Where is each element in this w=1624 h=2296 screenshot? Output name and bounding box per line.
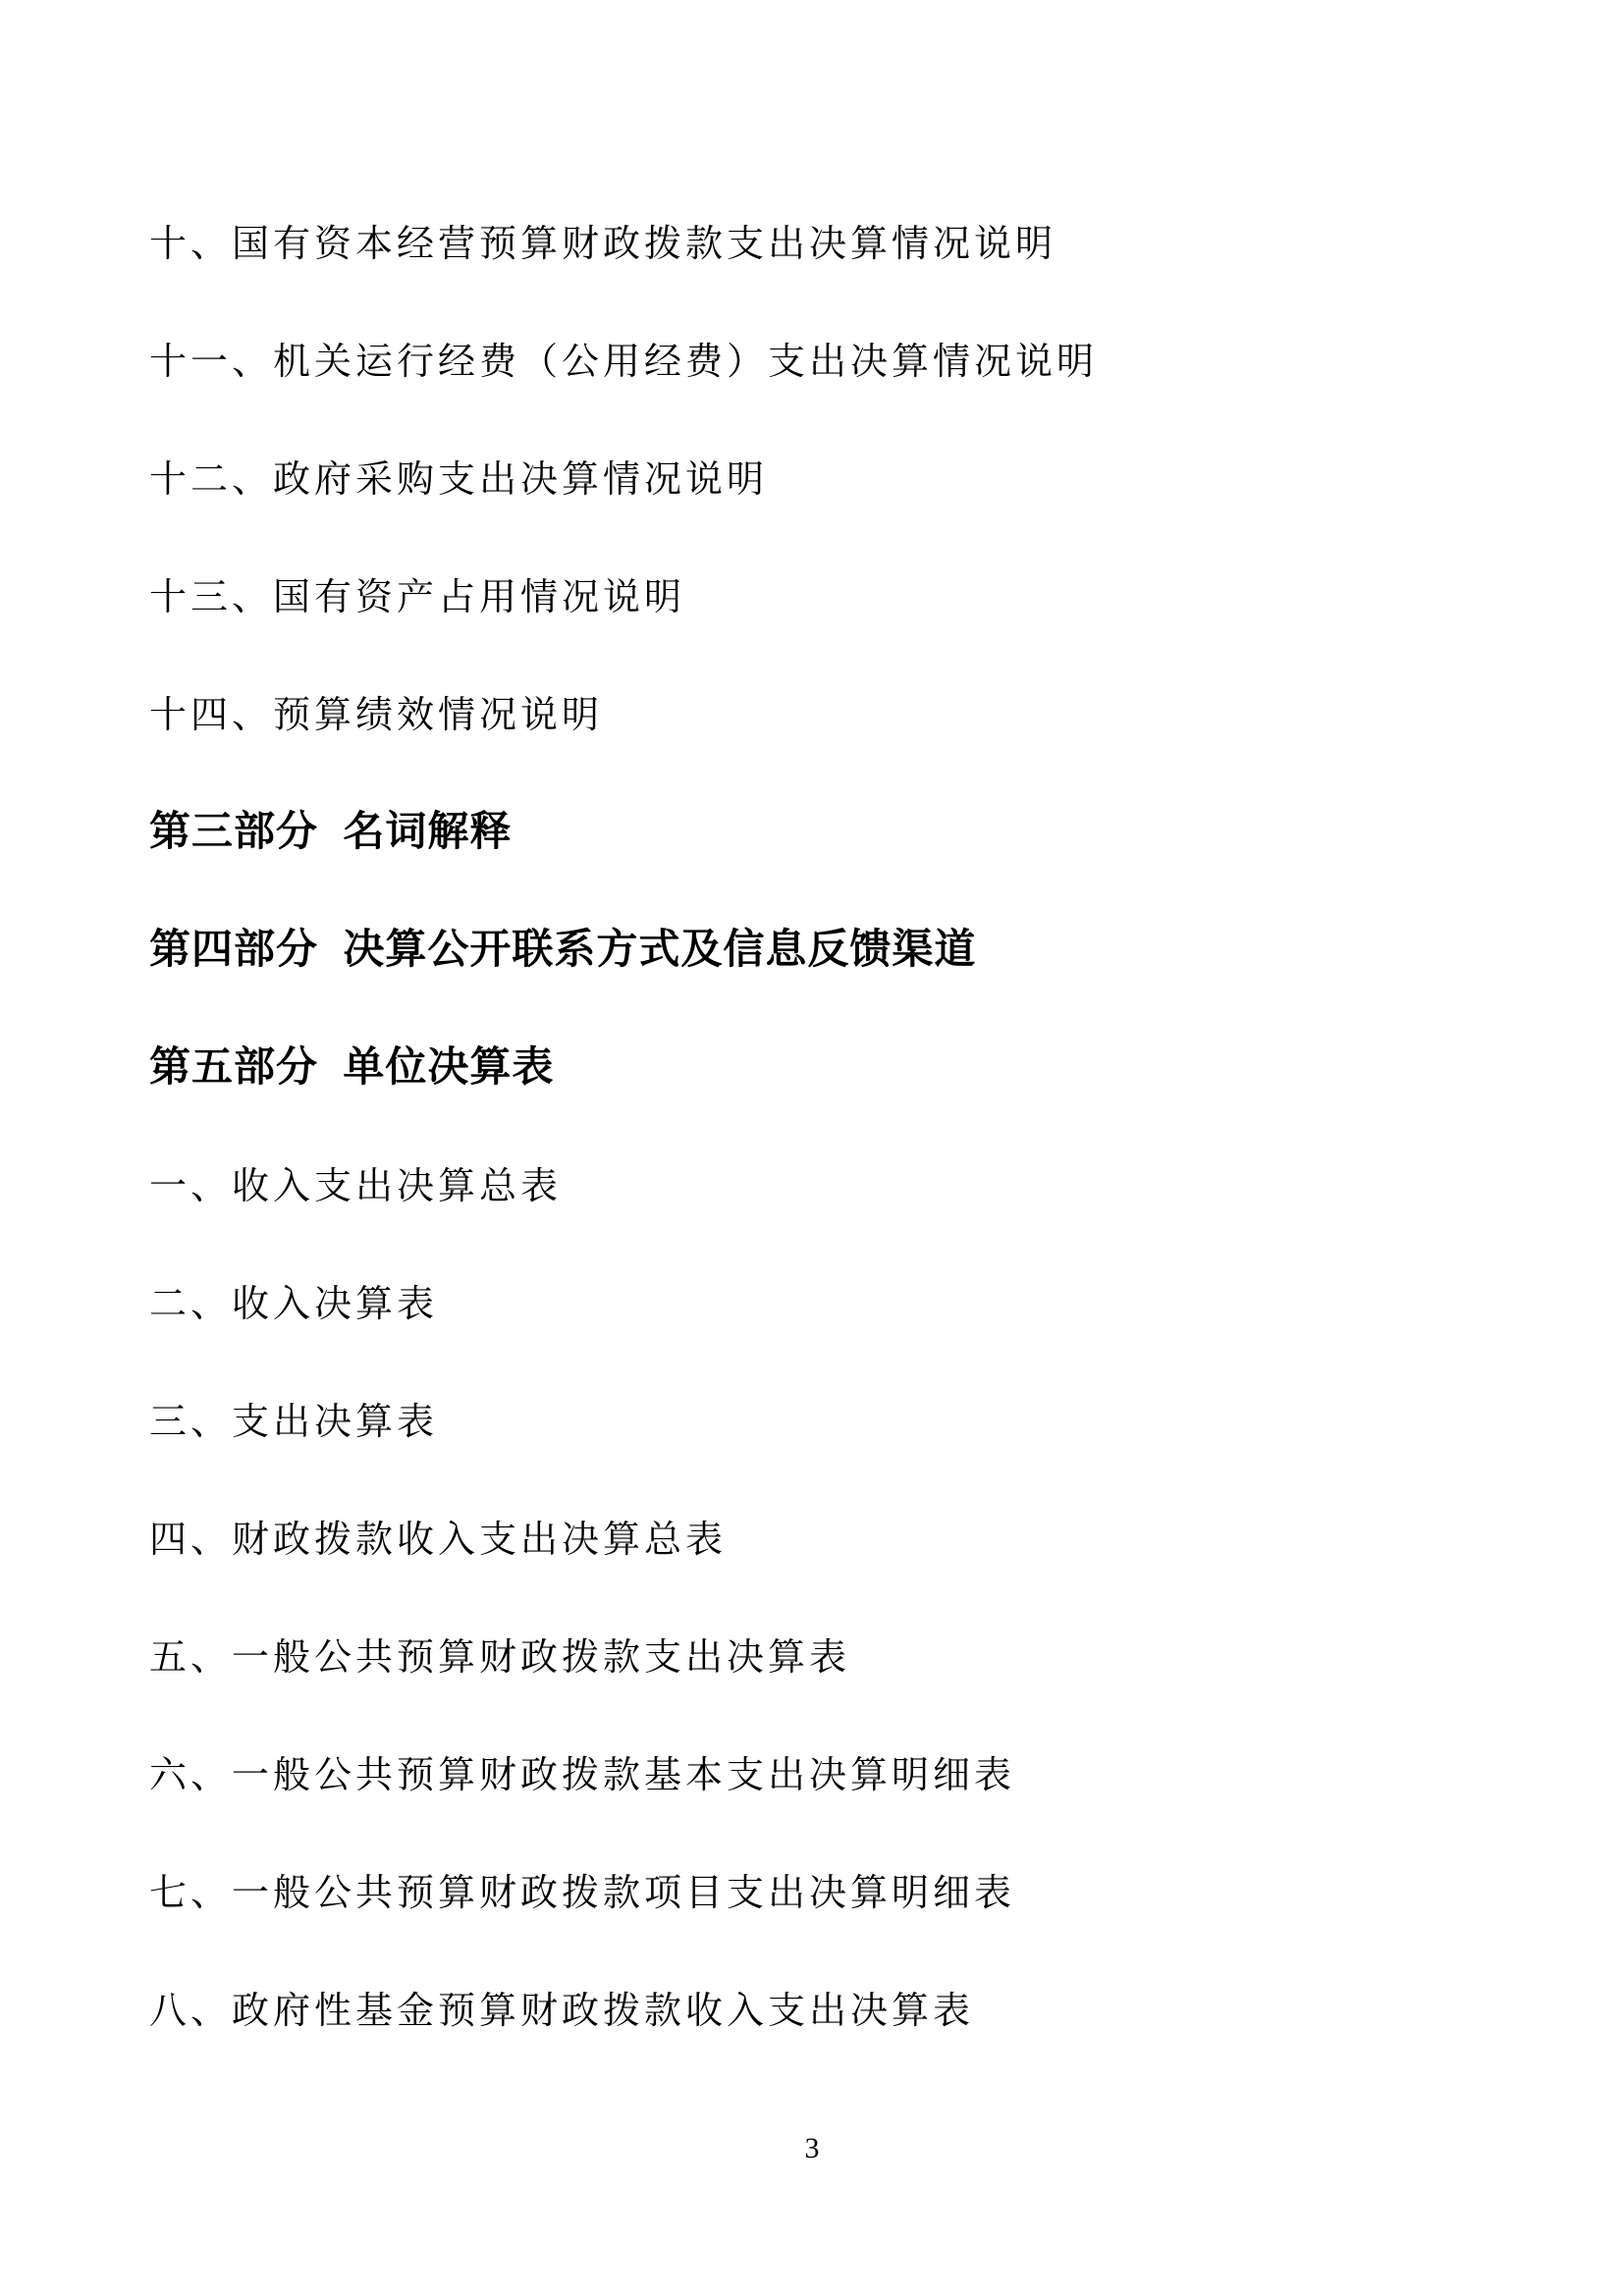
toc-item: 四、财政拨款收入支出决算总表 — [149, 1519, 728, 1561]
section-heading: 第五部分 单位决算表 — [149, 1043, 555, 1090]
toc-item: 七、一般公共预算财政拨款项目支出决算明细表 — [149, 1872, 1016, 1914]
toc-item: 十四、预算绩效情况说明 — [149, 694, 604, 736]
toc-item: 六、一般公共预算财政拨款基本支出决算明细表 — [149, 1754, 1016, 1796]
toc-item: 十、国有资本经营预算财政拨款支出决算情况说明 — [149, 223, 1057, 265]
toc-item: 十三、国有资产占用情况说明 — [149, 576, 686, 618]
toc-list — [149, 181, 1526, 2065]
page-number: 3 — [804, 2132, 820, 2164]
toc-item: 五、一般公共预算财政拨款支出决算表 — [149, 1636, 851, 1679]
toc-item: 三、支出决算表 — [149, 1401, 439, 1443]
toc-item: 十二、政府采购支出决算情况说明 — [149, 458, 769, 501]
toc-item: 十一、机关运行经费（公用经费）支出决算情况说明 — [149, 341, 1099, 383]
toc-item: 二、收入决算表 — [149, 1283, 439, 1325]
toc-item: 八、政府性基金预算财政拨款收入支出决算表 — [149, 1990, 975, 2032]
toc-item: 一、收入支出决算总表 — [149, 1165, 563, 1207]
section-heading: 第四部分 决算公开联系方式及信息反馈渠道 — [149, 926, 977, 972]
section-heading: 第三部分 名词解释 — [149, 808, 513, 854]
